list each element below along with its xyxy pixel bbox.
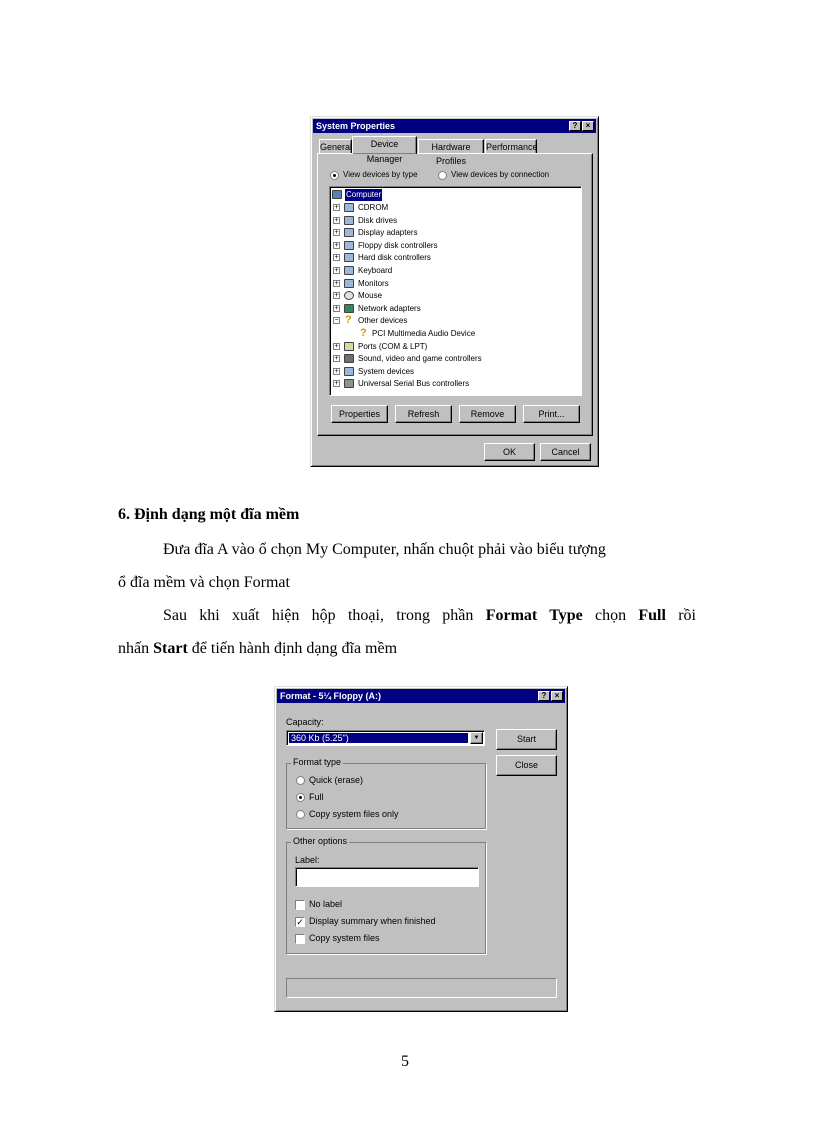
close-icon[interactable]: × xyxy=(582,121,594,131)
collapse-icon[interactable]: − xyxy=(334,317,339,325)
remove-button[interactable]: Remove xyxy=(459,405,516,423)
paragraph-1-line-2: ổ đĩa mềm và chọn Format xyxy=(118,574,290,591)
paragraph-2-line-2: nhấn Start để tiến hành định dạng đĩa mềm xyxy=(118,640,398,657)
refresh-button[interactable]: Refresh xyxy=(395,405,452,423)
start-button[interactable]: Start xyxy=(496,729,557,750)
help-button[interactable]: ? xyxy=(569,121,581,131)
format-type-group xyxy=(286,757,486,829)
radio-view-by-connection-label: View devices by connection xyxy=(451,170,550,179)
cancel-button[interactable]: Cancel xyxy=(540,443,591,461)
expand-icon[interactable]: + xyxy=(334,342,339,350)
no-label-checkbox[interactable] xyxy=(295,900,305,910)
close-icon[interactable]: × xyxy=(551,691,563,701)
expand-icon[interactable]: + xyxy=(334,216,339,224)
tree-item-label: Computer xyxy=(346,190,382,199)
computer-icon xyxy=(332,190,342,199)
progress-bar xyxy=(286,978,557,998)
capacity-selected-value: 360 Kb (5.25") xyxy=(289,733,468,743)
radio-view-by-type-label: View devices by type xyxy=(343,170,418,179)
cdrom-icon xyxy=(344,203,354,212)
expand-icon[interactable]: + xyxy=(334,204,339,211)
page-number: 5 xyxy=(401,1053,409,1070)
system-properties-dialog xyxy=(310,116,599,467)
controller-icon xyxy=(344,241,354,250)
expand-icon[interactable]: + xyxy=(334,241,339,249)
format-type-label: Format type xyxy=(293,757,342,767)
format-dialog xyxy=(274,686,568,1012)
speaker-icon xyxy=(344,354,354,363)
display-adapter-icon xyxy=(344,228,354,237)
no-label-label: No label xyxy=(309,899,343,909)
capacity-select[interactable] xyxy=(286,730,485,746)
format-titlebar xyxy=(277,689,565,703)
question-mark-icon: ? xyxy=(360,327,367,339)
format-title: Format - 5¼ Floppy (A:) xyxy=(280,691,381,701)
expand-icon[interactable]: + xyxy=(334,304,339,312)
radio-full[interactable] xyxy=(296,793,305,802)
expand-icon[interactable]: + xyxy=(334,267,339,274)
expand-icon[interactable]: + xyxy=(334,229,339,237)
usb-icon xyxy=(344,379,354,388)
radio-full-label: Full xyxy=(309,792,324,802)
display-summary-label: Display summary when finished xyxy=(309,916,436,926)
section-heading: 6. Định dạng một đĩa mềm xyxy=(118,506,300,523)
tab-device-manager[interactable]: Device Manager xyxy=(352,136,417,154)
paragraph-1-line-1: Đưa đĩa A vào ổ chọn My Computer, nhấn chuột phải vào biểu tượng xyxy=(163,541,606,558)
radio-copy-system-only[interactable] xyxy=(296,810,305,819)
system-properties-title: System Properties xyxy=(316,121,396,131)
print-button[interactable]: Print... xyxy=(523,405,580,423)
disk-drive-icon xyxy=(344,216,354,225)
other-options-label: Other options xyxy=(293,836,348,846)
tab-general[interactable]: General xyxy=(319,139,352,154)
paragraph-2-line-1: Sau khi xuất hiện hộp thoại, trong phần Format Type chọn Full rồi xyxy=(163,607,696,624)
tab-performance[interactable]: Performance xyxy=(485,139,537,154)
question-mark-icon: ? xyxy=(345,314,352,327)
radio-view-by-type[interactable] xyxy=(330,171,339,180)
expand-icon[interactable]: + xyxy=(334,355,339,363)
display-summary-checkbox[interactable]: ✓ xyxy=(296,917,304,927)
chevron-down-icon[interactable]: ▼ xyxy=(470,732,483,744)
radio-copy-system-only-label: Copy system files only xyxy=(309,809,399,819)
capacity-label: Capacity: xyxy=(286,717,324,727)
device-manager-panel xyxy=(317,153,593,436)
device-tree[interactable]: Computer + CDROM + Disk drives + Display adapters + Floppy disk controllers + Hard disk controllers + Keyboard + Monitors + Mouse + Network adapters − ? Other devices ? PCI Multimedia Audio Device + Ports (COM & LPT) + Sound, video and game controllers + System devices + Universal Serial Bus controllers xyxy=(329,186,582,396)
label-field-label: Label: xyxy=(295,855,320,865)
monitor-icon xyxy=(344,279,354,288)
expand-icon[interactable]: + xyxy=(334,292,339,300)
port-icon xyxy=(344,342,354,351)
ok-button[interactable]: OK xyxy=(484,443,535,461)
expand-icon[interactable]: + xyxy=(334,279,339,287)
expand-icon[interactable]: + xyxy=(334,254,339,262)
properties-button[interactable]: Properties xyxy=(331,405,388,423)
other-options-group xyxy=(286,836,486,954)
radio-view-by-connection[interactable] xyxy=(438,171,447,180)
expand-icon[interactable]: + xyxy=(334,367,339,375)
controller-icon xyxy=(344,253,354,262)
keyboard-icon xyxy=(344,266,354,275)
mouse-icon xyxy=(344,291,354,300)
tab-hardware-profiles[interactable]: Hardware Profiles xyxy=(418,139,484,154)
radio-quick-label: Quick (erase) xyxy=(309,775,364,785)
close-button[interactable]: Close xyxy=(496,755,557,776)
system-device-icon xyxy=(344,367,354,376)
label-input[interactable] xyxy=(295,867,479,887)
radio-quick[interactable] xyxy=(296,776,305,785)
copy-system-files-checkbox[interactable] xyxy=(295,934,305,944)
expand-icon[interactable]: + xyxy=(334,380,339,388)
help-button[interactable]: ? xyxy=(538,691,550,701)
system-properties-titlebar xyxy=(313,119,596,133)
copy-system-files-label: Copy system files xyxy=(309,933,380,943)
network-adapter-icon xyxy=(344,304,354,313)
